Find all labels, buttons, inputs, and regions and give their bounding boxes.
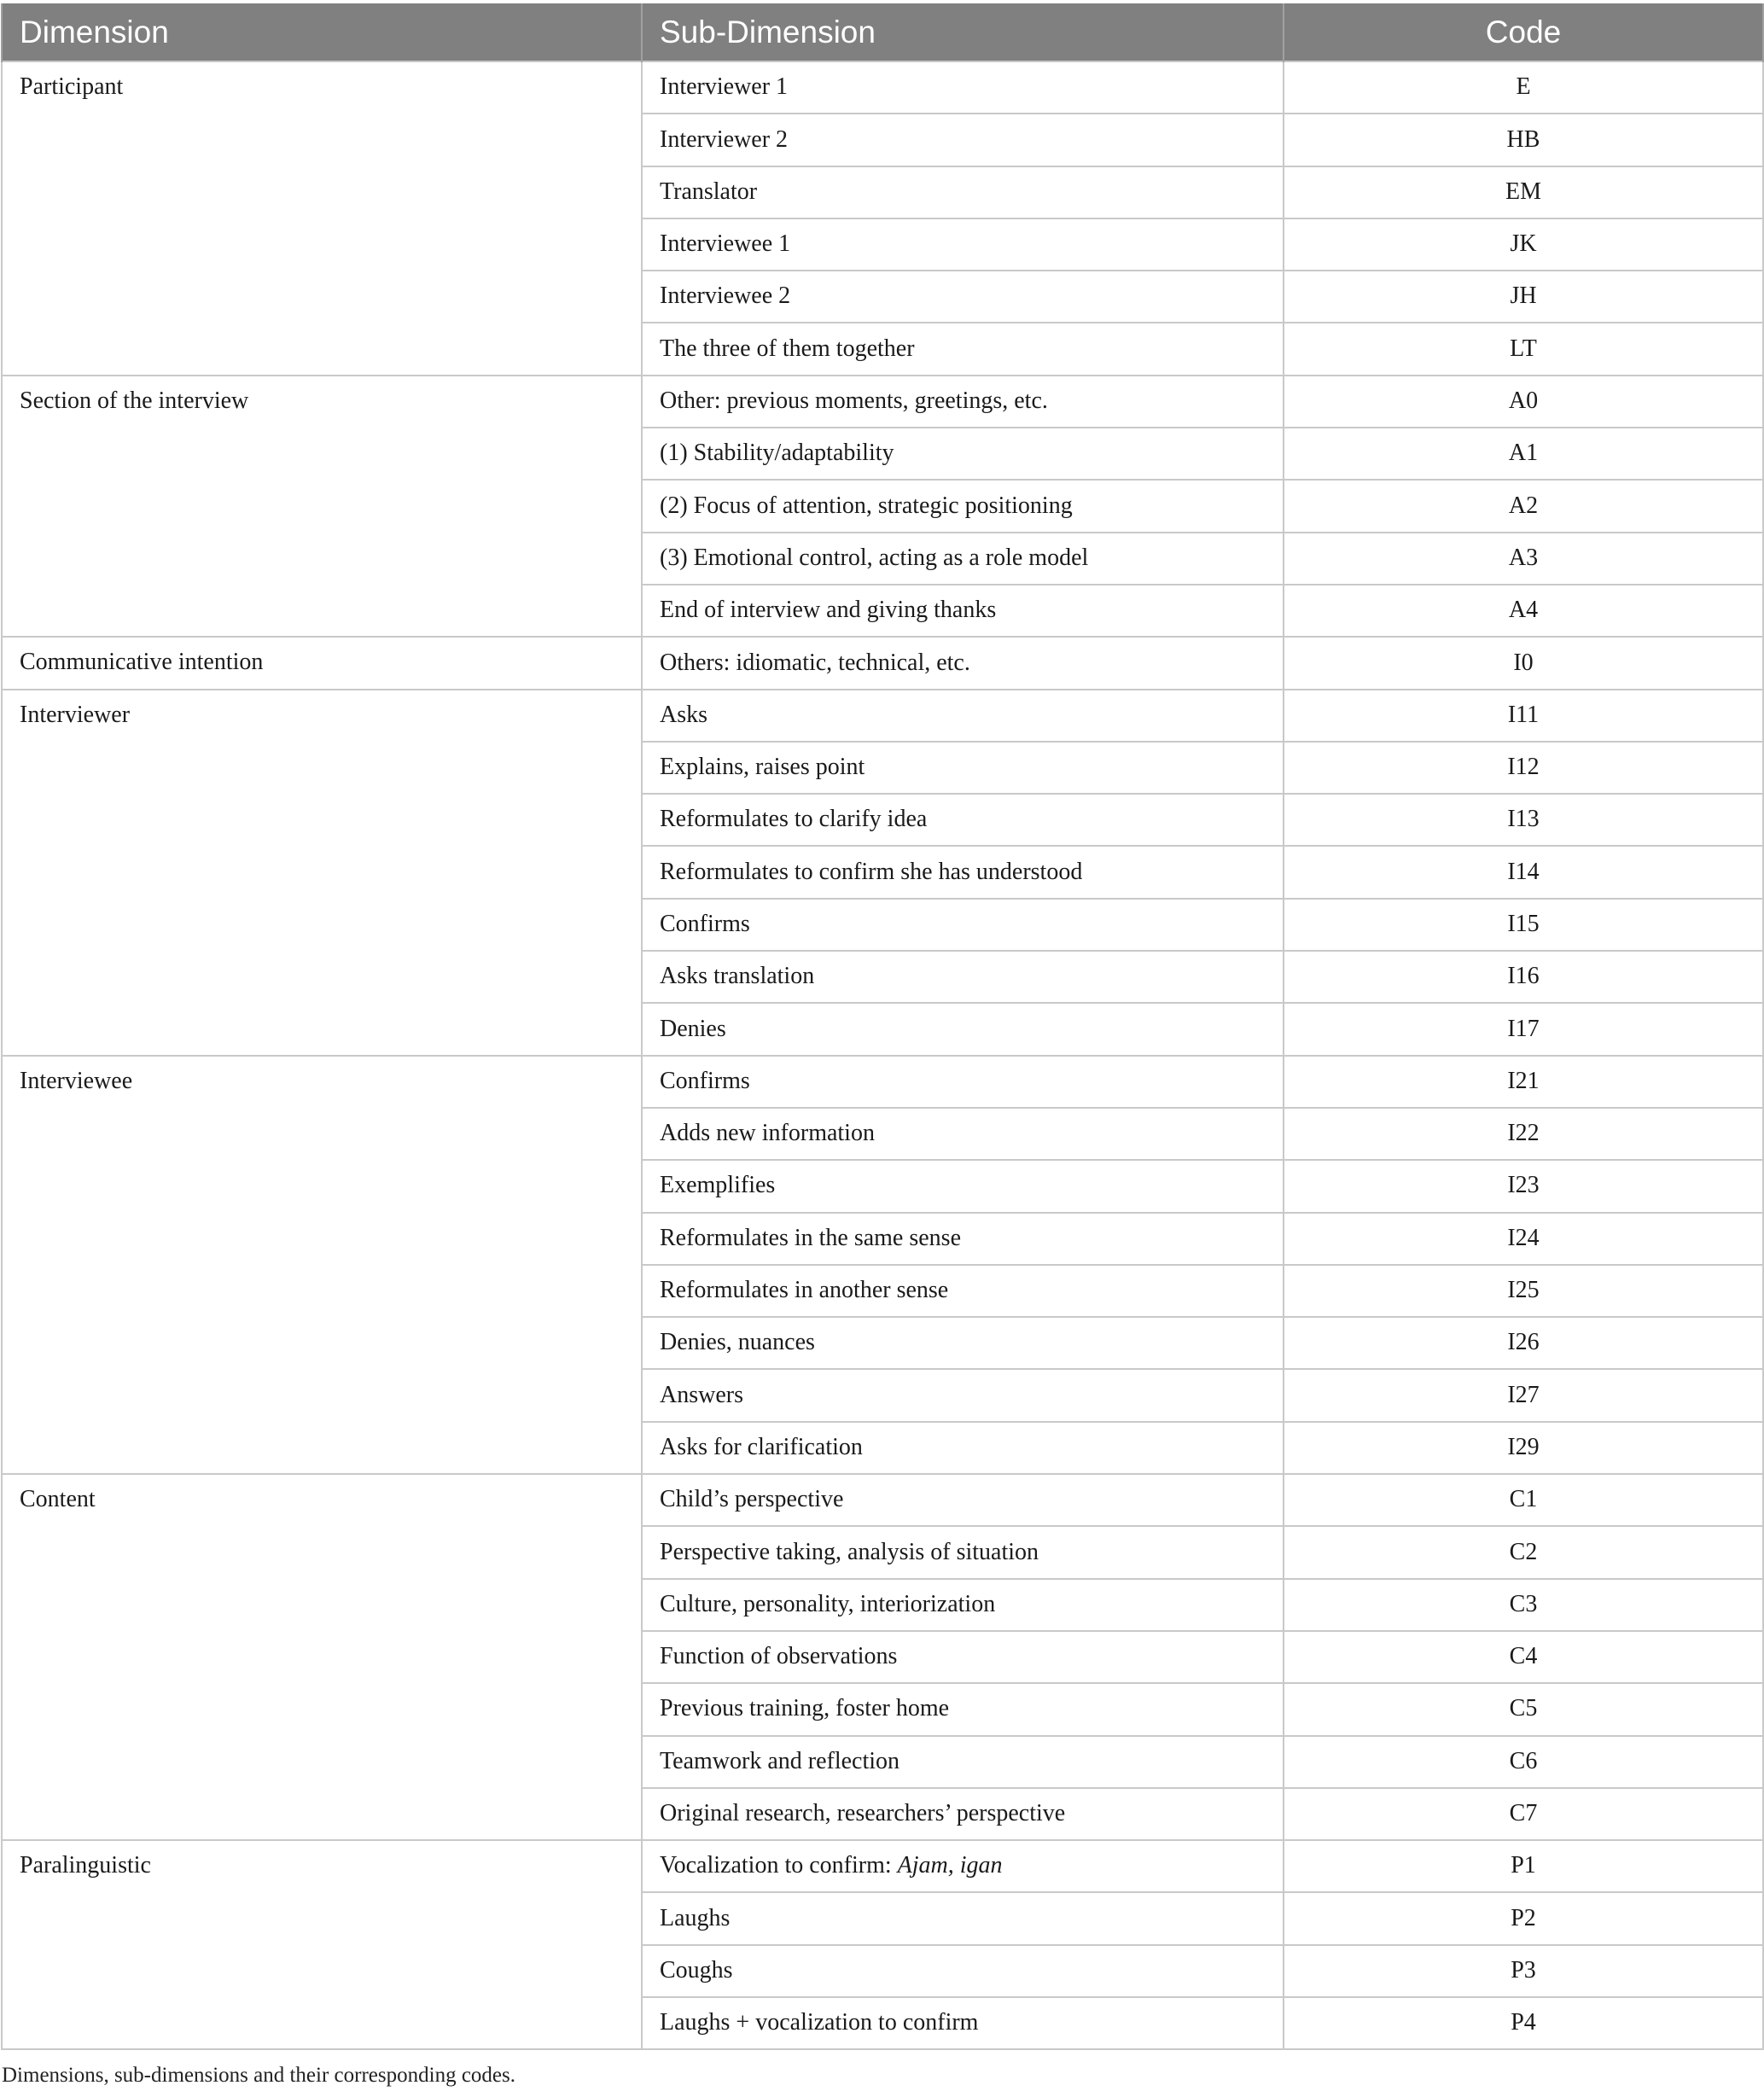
code-cell: I15 [1284, 899, 1763, 951]
dimension-cell: Interviewee [2, 1056, 642, 1474]
sub-dimension-cell [642, 1579, 1284, 1631]
sub-dimension-text: Previous training, foster home [660, 1695, 950, 1722]
sub-dimension-text: Teamwork and reflection [660, 1747, 900, 1774]
code-cell: A0 [1284, 376, 1763, 428]
sub-dimension-cell [642, 690, 1284, 742]
code-cell: EM [1284, 166, 1763, 218]
sub-dimension-text: Others: idiomatic, technical, etc. [660, 649, 970, 676]
sub-dimension-cell [642, 1213, 1284, 1265]
sub-dimension-text: Interviewer 2 [660, 125, 789, 153]
code-cell: I26 [1284, 1317, 1763, 1369]
sub-dimension-cell [642, 428, 1284, 480]
sub-dimension-text: Denies, nuances [660, 1329, 815, 1356]
sub-dimension-cell [642, 61, 1284, 114]
sub-dimension-text: Perspective taking, analysis of situation [660, 1538, 1039, 1565]
code-cell: I0 [1284, 637, 1763, 689]
code-cell: I11 [1284, 690, 1763, 742]
sub-dimension-cell [642, 218, 1284, 271]
sub-dimension-cell [642, 742, 1284, 794]
dimension-cell: Interviewer [2, 690, 642, 1056]
sub-dimension-cell [642, 1631, 1284, 1683]
table-row [2, 690, 1763, 742]
dimension-cell: Participant [2, 61, 642, 376]
code-cell: I14 [1284, 846, 1763, 898]
sub-dimension-text: Adds new information [660, 1120, 875, 1147]
code-cell: C3 [1284, 1579, 1763, 1631]
code-cell: C5 [1284, 1683, 1763, 1735]
sub-dimension-cell [642, 794, 1284, 846]
table-row [2, 376, 1763, 428]
code-cell: I25 [1284, 1265, 1763, 1317]
table-header-row [2, 3, 1763, 61]
sub-dimension-cell [642, 899, 1284, 951]
sub-dimension-text: End of interview and giving thanks [660, 597, 997, 624]
sub-dimension-cell [642, 166, 1284, 218]
sub-dimension-text: Coughs [660, 1956, 733, 1983]
code-cell: P2 [1284, 1892, 1763, 1944]
sub-dimension-text: Exemplifies [660, 1172, 776, 1199]
sub-dimension-cell [642, 1997, 1284, 2049]
code-cell: I27 [1284, 1369, 1763, 1421]
code-cell: A1 [1284, 428, 1763, 480]
code-cell: JK [1284, 218, 1763, 271]
sub-dimension-text: Asks for clarification [660, 1433, 863, 1460]
sub-dimension-cell [642, 1369, 1284, 1421]
code-cell: C2 [1284, 1526, 1763, 1578]
sub-dimension-text: Interviewer 1 [660, 73, 789, 101]
code-cell: A3 [1284, 533, 1763, 585]
sub-dimension-text: Original research, researchers’ perspective [660, 1800, 1066, 1827]
sub-dimension-cell [642, 1265, 1284, 1317]
code-cell: P3 [1284, 1945, 1763, 1997]
code-cell: A4 [1284, 585, 1763, 637]
sub-dimension-cell [642, 1003, 1284, 1055]
sub-dimension-text: Reformulates to clarify idea [660, 806, 928, 833]
code-cell: C4 [1284, 1631, 1763, 1683]
sub-dimension-text: Translator [660, 178, 758, 205]
sub-dimension-text: Asks [660, 701, 708, 728]
sub-dimension-text: Other: previous moments, greetings, etc. [660, 387, 1048, 415]
code-cell: I13 [1284, 794, 1763, 846]
codes-table [1, 3, 1764, 2050]
table-row [2, 1474, 1763, 1526]
table-row [2, 637, 1763, 689]
sub-dimension-text: Asks translation [660, 963, 815, 990]
sub-dimension-text: Reformulates in another sense [660, 1277, 949, 1304]
sub-dimension-cell [642, 1788, 1284, 1840]
sub-dimension-cell [642, 1056, 1284, 1108]
sub-dimension-text: Confirms [660, 1067, 750, 1094]
code-cell: HB [1284, 114, 1763, 166]
code-cell: I29 [1284, 1422, 1763, 1474]
code-cell: I16 [1284, 951, 1763, 1003]
header-sub-dimension: Sub-Dimension [642, 3, 1284, 61]
sub-dimension-cell [642, 114, 1284, 166]
sub-dimension-cell [642, 846, 1284, 898]
sub-dimension-cell [642, 1683, 1284, 1735]
sub-dimension-text: Vocalization to confirm: [660, 1852, 898, 1879]
header-dimension: Dimension [2, 3, 642, 61]
sub-dimension-cell [642, 1474, 1284, 1526]
sub-dimension-cell [642, 271, 1284, 323]
sub-dimension-text: (2) Focus of attention, strategic positioning [660, 492, 1073, 519]
sub-dimension-cell [642, 1108, 1284, 1160]
code-cell: P4 [1284, 1997, 1763, 2049]
table-row [2, 1840, 1763, 1892]
sub-dimension-cell [642, 1945, 1284, 1997]
sub-dimension-text: Child’s perspective [660, 1486, 844, 1513]
code-cell: P1 [1284, 1840, 1763, 1892]
dimension-cell: Communicative intention [2, 637, 642, 689]
sub-dimension-cell [642, 1526, 1284, 1578]
sub-dimension-cell [642, 1422, 1284, 1474]
sub-dimension-cell [642, 323, 1284, 375]
table-row [2, 1056, 1763, 1108]
dimension-cell: Paralinguistic [2, 1840, 642, 2049]
sub-dimension-text: Interviewee 1 [660, 230, 791, 258]
sub-dimension-cell [642, 1840, 1284, 1892]
sub-dimension-text: (1) Stability/adaptability [660, 440, 894, 467]
sub-dimension-text: Culture, personality, interiorization [660, 1590, 996, 1617]
sub-dimension-text: Explains, raises point [660, 754, 865, 781]
code-cell: I22 [1284, 1108, 1763, 1160]
sub-dimension-text: Confirms [660, 911, 750, 937]
code-cell: E [1284, 61, 1763, 114]
dimension-cell: Section of the interview [2, 376, 642, 637]
code-cell: C7 [1284, 1788, 1763, 1840]
code-cell: I21 [1284, 1056, 1763, 1108]
sub-dimension-text: Function of observations [660, 1643, 898, 1670]
code-cell: I24 [1284, 1213, 1763, 1265]
sub-dimension-cell [642, 1892, 1284, 1944]
sub-dimension-cell [642, 585, 1284, 637]
sub-dimension-text: Answers [660, 1381, 743, 1408]
sub-dimension-text: Interviewee 2 [660, 283, 791, 310]
code-cell: C6 [1284, 1736, 1763, 1788]
dimension-cell: Content [2, 1474, 642, 1840]
code-cell: A2 [1284, 480, 1763, 532]
table-body [2, 61, 1763, 2049]
table-caption: Dimensions, sub-dimensions and their corresponding codes. [2, 2064, 515, 2087]
header-code: Code [1284, 3, 1763, 61]
sub-dimension-text: The three of them together [660, 335, 915, 362]
sub-dimension-italic-text: Ajam, igan [897, 1852, 1003, 1879]
code-cell: I12 [1284, 742, 1763, 794]
sub-dimension-cell [642, 1317, 1284, 1369]
sub-dimension-cell [642, 637, 1284, 689]
sub-dimension-cell [642, 376, 1284, 428]
sub-dimension-text: Denies [660, 1015, 726, 1042]
sub-dimension-cell [642, 1160, 1284, 1212]
code-cell: I23 [1284, 1160, 1763, 1212]
table-row [2, 61, 1763, 114]
code-cell: JH [1284, 271, 1763, 323]
sub-dimension-text: (3) Emotional control, acting as a role model [660, 544, 1089, 571]
sub-dimension-cell [642, 480, 1284, 532]
sub-dimension-text: Laughs + vocalization to confirm [660, 2009, 979, 2036]
sub-dimension-cell [642, 533, 1284, 585]
sub-dimension-cell [642, 1736, 1284, 1788]
sub-dimension-text: Laughs [660, 1904, 731, 1931]
sub-dimension-text: Reformulates in the same sense [660, 1224, 962, 1251]
sub-dimension-text: Reformulates to confirm she has understood [660, 858, 1083, 885]
sub-dimension-cell [642, 951, 1284, 1003]
code-cell: LT [1284, 323, 1763, 375]
code-cell: C1 [1284, 1474, 1763, 1526]
code-cell: I17 [1284, 1003, 1763, 1055]
